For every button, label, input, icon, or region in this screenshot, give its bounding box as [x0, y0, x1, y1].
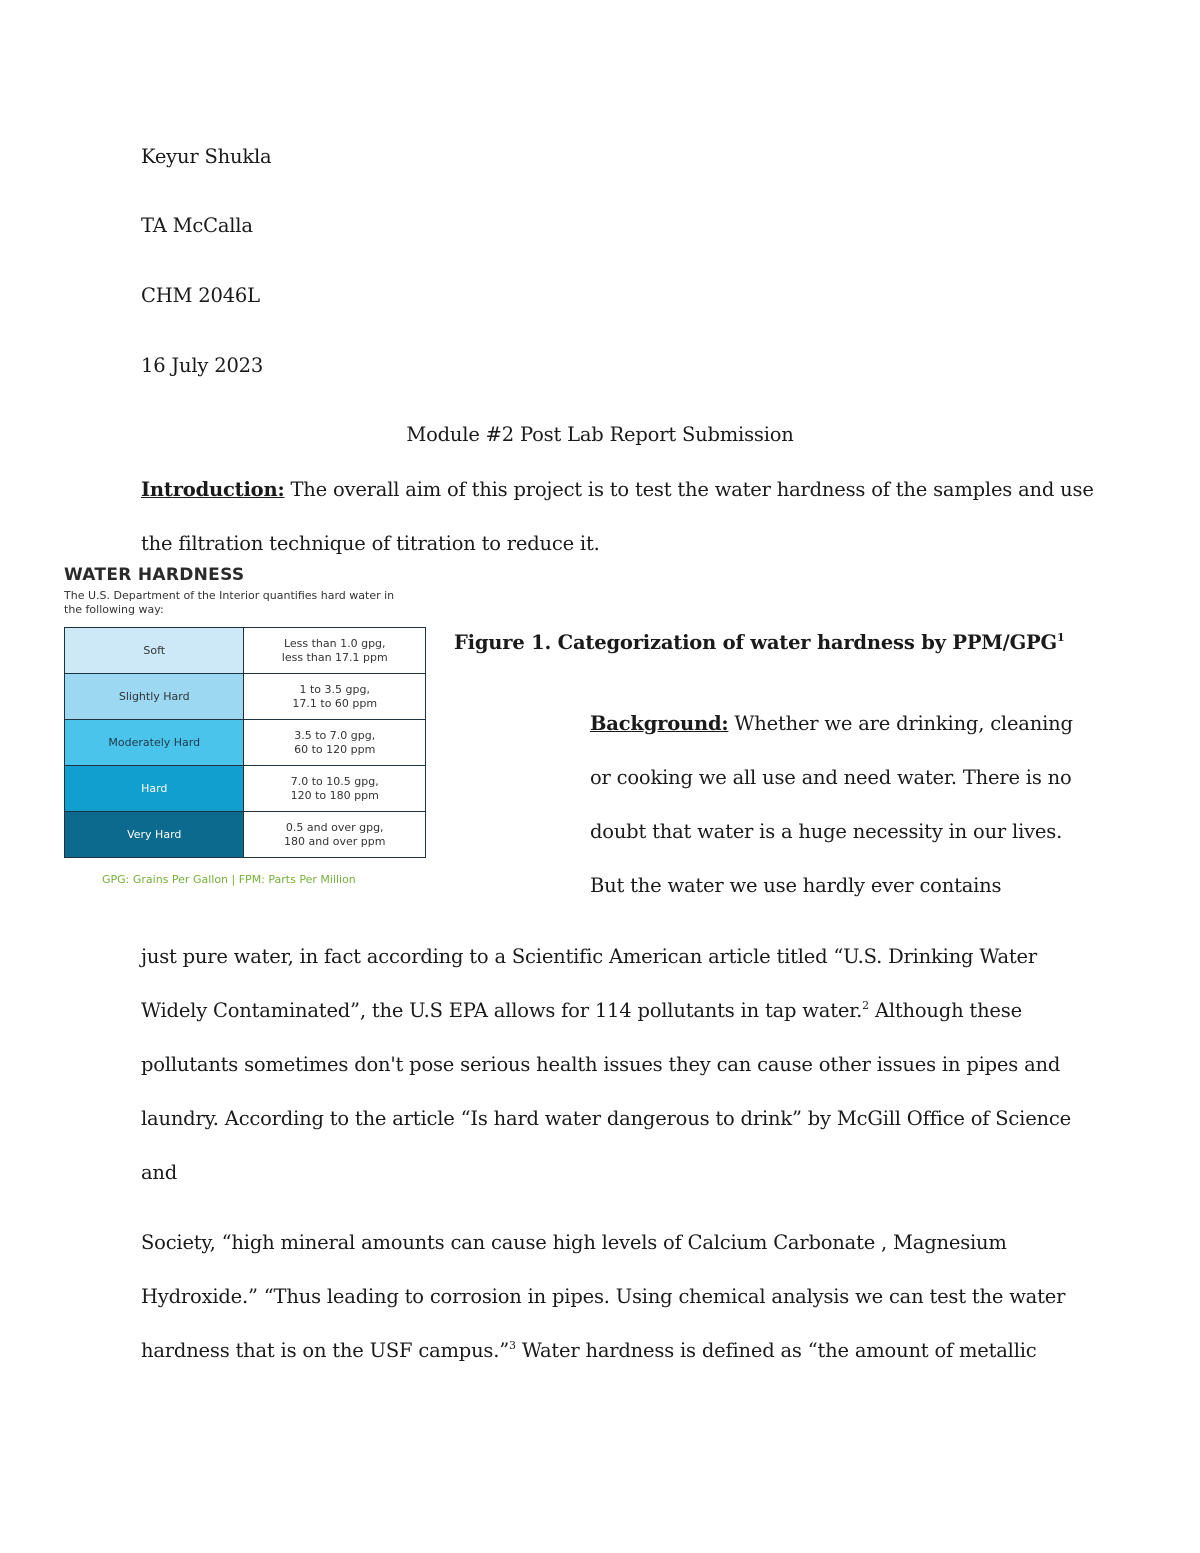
figure-caption-footnote-ref: 1	[1056, 631, 1065, 644]
hardness-value-gpg: 3.5 to 7.0 gpg,	[294, 728, 376, 742]
body-line-5: and	[141, 1161, 178, 1184]
hardness-value	[244, 812, 426, 858]
body-line-2-a: Widely Contaminated”, the U.S EPA allows for 114 pollutants in tap water.	[141, 999, 863, 1022]
hardness-value-ppm: less than 17.1 ppm	[281, 650, 388, 664]
water-hardness-figure	[62, 565, 402, 891]
figure-caption	[454, 631, 1064, 655]
hardness-row	[65, 720, 426, 766]
hardness-value-gpg: 1 to 3.5 gpg,	[299, 682, 370, 696]
background-text: Whether we are drinking, cleaning	[728, 712, 1073, 735]
body-line-4: laundry. According to the article “Is hard water dangerous to drink” by McGill Office of Science	[141, 1107, 1071, 1130]
hardness-table	[64, 627, 426, 858]
figure-subtitle: The U.S. Department of the Interior quantifies hard water in the following way:	[64, 589, 395, 616]
footnote-ref-2: 2	[862, 999, 869, 1012]
hardness-row	[65, 674, 426, 720]
footnote-ref-3: 3	[509, 1339, 516, 1352]
introduction-heading: Introduction:	[141, 478, 285, 501]
course-code: CHM 2046L	[141, 284, 260, 307]
report-date: 16 July 2023	[141, 354, 264, 377]
hardness-value-ppm: 180 and over ppm	[284, 834, 386, 848]
hardness-row	[65, 766, 426, 812]
hardness-value-ppm: 120 to 180 ppm	[290, 788, 379, 802]
body-line-3: pollutants sometimes don't pose serious health issues they can cause other issues in pipes and	[141, 1053, 1061, 1076]
hardness-category: Hard	[65, 766, 244, 812]
background-line-3: doubt that water is a huge necessity in our lives.	[590, 820, 1063, 843]
background-line-2: or cooking we all use and need water. There is no	[590, 766, 1072, 789]
hardness-value	[244, 674, 426, 720]
hardness-value	[244, 720, 426, 766]
figure-title: WATER HARDNESS	[64, 565, 245, 585]
introduction-text: The overall aim of this project is to test the water hardness of the samples and use	[284, 478, 1094, 501]
background-line-4: But the water we use hardly ever contains	[590, 874, 1002, 897]
body-line-2	[141, 999, 1022, 1023]
background-heading: Background:	[590, 712, 729, 735]
hardness-value	[244, 766, 426, 812]
hardness-category: Very Hard	[65, 812, 244, 858]
author-name: Keyur Shukla	[141, 145, 272, 168]
body-line-7: Hydroxide.” “Thus leading to corrosion in pipes. Using chemical analysis we can test the water	[141, 1285, 1066, 1308]
body-line-1: just pure water, in fact according to a Scientific American article titled “U.S. Drinking Water	[141, 945, 1038, 968]
body-line-8	[141, 1339, 1037, 1363]
hardness-value-gpg: 7.0 to 10.5 gpg,	[290, 774, 379, 788]
hardness-category: Moderately Hard	[65, 720, 244, 766]
hardness-category: Soft	[65, 628, 244, 674]
body-line-8-a: hardness that is on the USF campus.”	[141, 1339, 510, 1362]
figure-caption-text: Figure 1. Categorization of water hardness by PPM/GPG	[454, 631, 1057, 654]
figure-footnote: GPG: Grains Per Gallon | FPM: Parts Per Million	[102, 873, 356, 886]
hardness-value-gpg: Less than 1.0 gpg,	[283, 636, 386, 650]
body-line-2-b: Although these	[868, 999, 1022, 1022]
body-line-8-b: Water hardness is defined as “the amount of metallic	[515, 1339, 1037, 1362]
report-title: Module #2 Post Lab Report Submission	[406, 423, 794, 446]
hardness-category: Slightly Hard	[65, 674, 244, 720]
hardness-value-ppm: 17.1 to 60 ppm	[292, 696, 378, 710]
introduction-line-2: the filtration technique of titration to reduce it.	[141, 532, 600, 555]
body-line-6: Society, “high mineral amounts can cause high levels of Calcium Carbonate , Magnesium	[141, 1231, 1007, 1254]
hardness-row	[65, 628, 426, 674]
hardness-value-gpg: 0.5 and over gpg,	[285, 820, 384, 834]
ta-name: TA McCalla	[141, 214, 253, 237]
introduction-line-1	[141, 478, 1094, 502]
hardness-value-ppm: 60 to 120 ppm	[294, 742, 376, 756]
hardness-value	[244, 628, 426, 674]
background-line-1	[590, 712, 1073, 736]
hardness-row	[65, 812, 426, 858]
